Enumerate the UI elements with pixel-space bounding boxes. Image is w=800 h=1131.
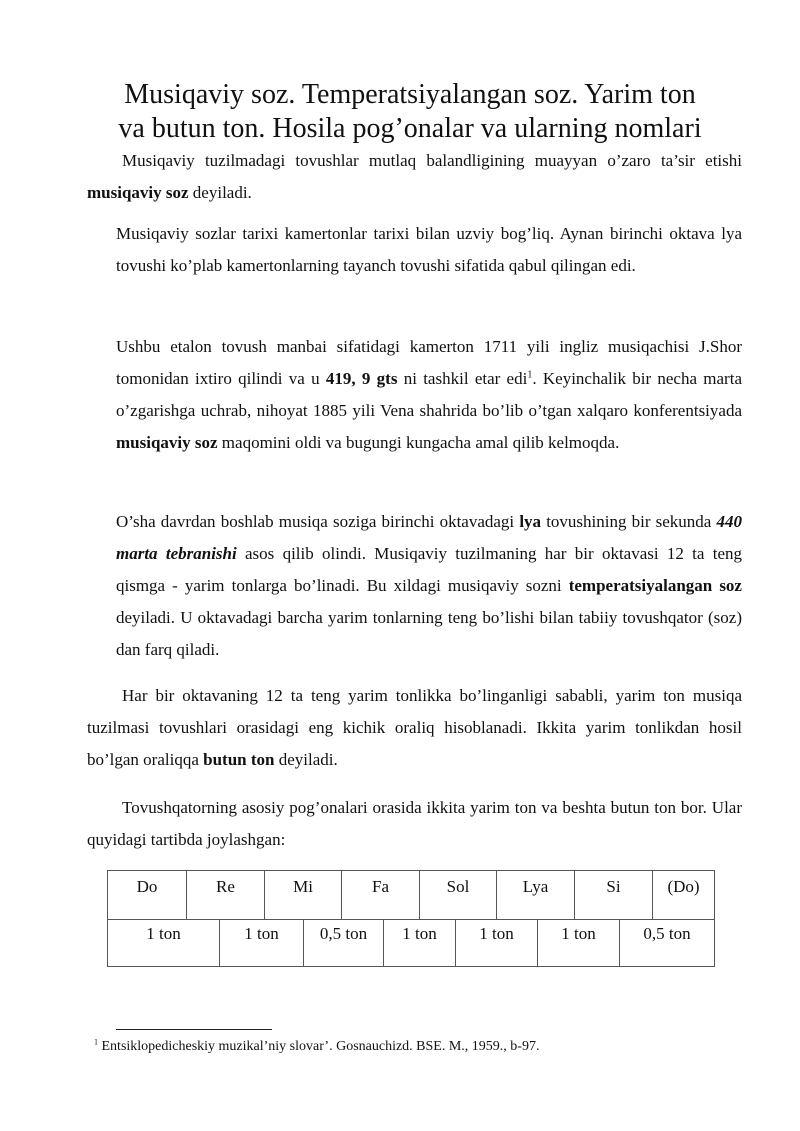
bold-term: musiqaviy soz xyxy=(87,183,189,202)
bold-term: musiqaviy soz xyxy=(116,433,218,452)
paragraph-text: deyiladi. xyxy=(188,183,252,202)
page-title xyxy=(60,78,760,146)
paragraph-text: deyiladi. xyxy=(274,750,338,769)
footnote xyxy=(94,1038,539,1056)
footnote-text: Entsiklopedicheskiy muzikal’niy slovar’. Gosnauchizd. BSE. M., 1959., b-97. xyxy=(101,1039,540,1054)
paragraph-text: O’sha davrdan boshlab musiqa soziga birinchi oktavadagi xyxy=(116,512,520,531)
note-cell: Do xyxy=(136,877,158,896)
bold-italic-term: 440 marta tebranishi xyxy=(116,512,742,563)
interval-cell: 1 ton xyxy=(146,924,181,943)
paragraph-history xyxy=(116,218,742,282)
paragraph-standard xyxy=(116,506,742,666)
interval-cell: 1 ton xyxy=(383,919,455,966)
paragraph-text: ni tashkil etar edi xyxy=(397,369,528,388)
footnote-mark: 1 xyxy=(94,1037,98,1047)
paragraph-text: . Keyinchalik bir necha marta o’zgarishga uchrab, nihoyat 1885 yili Vena shahrida bo’lib o’tgan xalqaro konferentsiyada xyxy=(116,369,742,420)
bold-term: temperatsiyalangan soz xyxy=(568,576,742,595)
note-cell: Fa xyxy=(341,871,419,919)
paragraph-text: asos qilib olindi. Musiqaviy tuzilmaning har bir oktavasi 12 ta teng qismga - yarim tonlarga bo’linadi. Bu xildagi musiqaviy sozni xyxy=(116,544,743,595)
interval-cell: 1 ton xyxy=(537,919,619,966)
note-cell: Si xyxy=(574,871,652,919)
paragraph-text: deyiladi. U oktavadagi barcha yarim tonlarning teng bo’lishi bilan tabiiy tovushqator (soz) dan farq qiladi. xyxy=(116,608,742,659)
scale-table xyxy=(107,870,715,967)
interval-cell: 1 ton xyxy=(455,919,537,966)
interval-cell: 0,5 ton xyxy=(619,919,714,966)
note-cell: (Do) xyxy=(652,871,714,919)
bold-term: butun ton xyxy=(203,750,275,769)
note-cell: Lya xyxy=(496,871,574,919)
interval-cell: 0,5 ton xyxy=(303,919,383,966)
paragraph-text: maqomini oldi va bugungi kungacha amal qilib kelmoqda. xyxy=(217,433,620,452)
note-cell: Sol xyxy=(419,871,496,919)
paragraph-semitone xyxy=(87,680,742,776)
paragraph-text: Har bir oktavaning 12 ta teng yarim tonlikka bo’linganligi sababli, yarim ton musiqa tuzilmasi tovushlari orasidagi eng kichik oraliq hisoblanadi. Ikkita yarim tonlikdan hosil bo’lgan oraliqqa xyxy=(87,686,742,769)
note-cell: Re xyxy=(186,871,264,919)
paragraph-text: Ushbu etalon tovush manbai sifatidagi kamerton 1711 yili ingliz musiqachisi J.Shor tomonidan ixtiro qilindi va u xyxy=(116,337,742,388)
paragraph-text: Musiqaviy tuzilmadagi tovushlar mutlaq balandligining muayyan o’zaro ta’sir etishi xyxy=(122,151,742,170)
footnote-reference[interactable]: 1 xyxy=(527,369,533,381)
interval-cell: 1 ton xyxy=(219,919,303,966)
bold-term: 419, 9 gts xyxy=(325,369,398,388)
notes-row xyxy=(108,871,714,920)
paragraph-text: tovushining bir sekunda xyxy=(541,512,717,531)
title-line-2: va butun ton. Hosila pog’onalar va ularning nomlari xyxy=(118,113,702,144)
footnote-separator xyxy=(116,1029,272,1030)
paragraph-kamerton xyxy=(116,331,742,459)
paragraph-intro xyxy=(87,145,742,209)
title-line-1: Musiqaviy soz. Temperatsiyalangan soz. Yarim ton xyxy=(124,79,696,110)
paragraph-scale-intro xyxy=(87,792,742,856)
bold-term: lya xyxy=(519,512,542,531)
paragraph-text: Tovushqatorning asosiy pog’onalari orasida ikkita yarim ton va beshta butun ton bor. Ular quyidagi tartibda joylashgan: xyxy=(87,798,742,849)
paragraph-text: Musiqaviy sozlar tarixi kamertonlar tarixi bilan uzviy bog’liq. Aynan birinchi oktava lya tovushi ko’plab kamertonlarning tayanch tovushi sifatida qabul qilingan edi. xyxy=(116,224,742,275)
intervals-row xyxy=(108,919,714,966)
note-cell: Mi xyxy=(264,871,341,919)
